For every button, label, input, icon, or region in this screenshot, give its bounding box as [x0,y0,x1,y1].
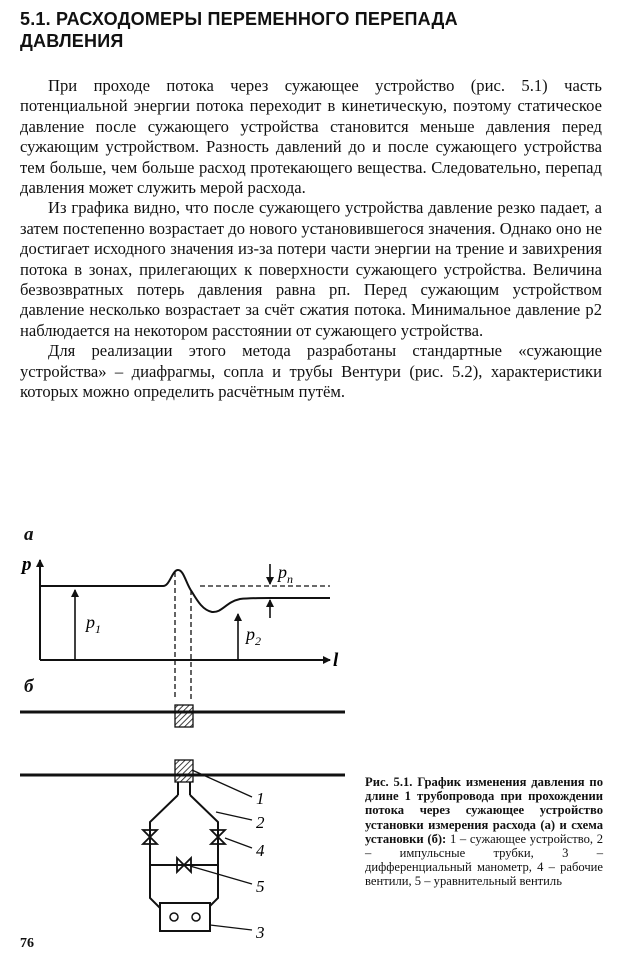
callout-2: 2 [256,813,265,832]
y-axis-label: p [22,554,32,575]
callout-1: 1 [256,789,265,808]
p1-label: $p_1$ [86,612,101,636]
impulse-tube-right [190,795,218,918]
pn-label: $p_п$ [278,562,293,586]
section-heading-line-2: ДАВЛЕНИЯ [20,31,124,51]
leader-2 [216,812,252,820]
section-heading-line-1: 5.1. РАСХОДОМЕРЫ ПЕРЕМЕННОГО ПЕРЕПАДА [20,9,458,29]
paragraph-1: При проходе потока через сужающее устройство (рис. 5.1) часть потенциальной энергии потока переходит в кинетическую, поэтому статическое давление после сужающего устройства становится меньше давления перед сужающим устройством. Разность давлений до и после сужающего устройства тем больше, чем больше расход протекающего вещества. Следовательно, перепад давления может служить мерой расхода. [20,76,602,198]
body-text [20,76,602,403]
leader-3 [210,925,252,930]
leader-4 [225,838,252,848]
caption-title: Рис. 5.1. График изменения давления по длине 1 трубопровода при прохождении потока через сужающее устройство установки измерения расхода (а) и схема установки (б): [365,775,603,846]
paragraph-3: Для реализации этого метода разработаны стандартные «сужающие устройства» – диафрагмы, сопла и трубы Вентури (рис. 5.2), характеристики которых можно определить расчётным путём. [20,341,602,402]
figure-caption [365,775,603,889]
callout-3: 3 [256,923,265,940]
caption-legend: 1 – сужающее устройство, 2 – импульсные трубки, 3 – дифференциальный манометр, 4 – рабочие вентили, 5 – уравнительный вентиль [365,831,603,889]
orifice-top [175,705,193,727]
leader-5 [190,866,252,884]
section-heading [20,8,610,52]
orifice-bottom [175,760,193,782]
panel-b-label: б [24,676,34,697]
page-number: 76 [20,936,34,951]
impulse-tube-left [150,795,178,918]
differential-manometer [160,903,210,931]
paragraph-2: Из графика видно, что после сужающего устройства давление резко падает, а затем постепенно возрастает до нового установившегося значения. Однако оно не достигает исходного значения из-за потери части энергии на трение и завихрения потока в зонах, прилегающих к поверхности сужающего устройства. Величина безвозвратных потерь давления равна pп. Перед сужающим устройством давление несколько возрастает за счёт сжатия потока. Минимальное давление p2 наблюдается на некотором расстоянии от сужающего устройства. [20,198,602,340]
callout-5: 5 [256,877,265,896]
panel-a-label: а [24,524,34,545]
installation-scheme [20,705,345,940]
callout-4: 4 [256,841,265,860]
x-axis-label: l [333,650,339,671]
pressure-graph [20,554,339,700]
p2-label: $p_2$ [246,624,261,648]
